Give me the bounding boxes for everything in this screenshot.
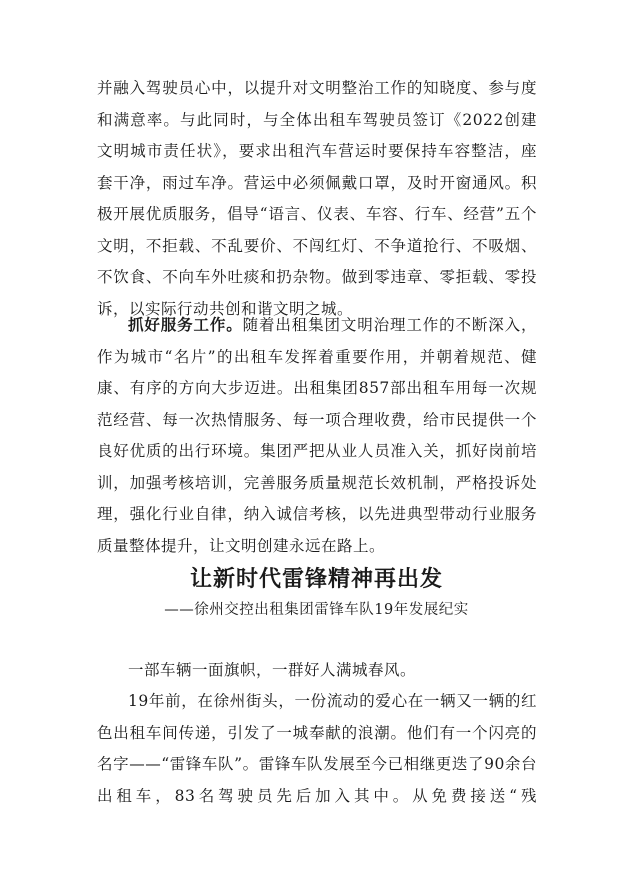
article2-paragraph-2: 19年前，在徐州街头，一份流动的爱心在一辆又一辆的红色出租车间传递，引发了一城奉献的浪潮。他们有一个闪亮的名字——“雷锋车队”。雷锋车队发展至今已相继更迭了90余台出租车，83名驾驶员先后加入其中。从免费接送“残 — [97, 692, 537, 805]
article2-paragraph-1: 一部车辆一面旗帜，一群好人满城春风。 — [128, 661, 417, 679]
article1-paragraph-2 — [97, 310, 537, 562]
paragraph-body: 随着出租集团文明治理工作的不断深入，作为城市“名片”的出租车发挥着重要作用，并朝着规范、健康、有序的方向大步迈进。出租集团857部出租车用每一次规范经营、每一次热情服务、每一项合理收费，给市民提供一个良好优质的出行环境。集团严把从业人员准入关，抓好岗前培训，加强考核培训，完善服务质量规范长效机制，严格投诉处理，强化行业自律，纳入诚信考核，以先进典型带动行业服务质量整体提升，让文明创建永远在路上。 — [97, 316, 537, 555]
article1-paragraph-1: 并融入驾驶员心中，以提升对文明整治工作的知晓度、参与度和满意率。与此同时，与全体出租车驾驶员签订《2022创建文明城市责任状》，要求出租汽车营运时要保持车容整洁，座套干净，雨过车净。营运中必须佩戴口罩，及时开窗通风。积极开展优质服务，倡导“语言、仪表、车容、行车、经营”五个文明，不拒载、不乱要价、不闯红灯、不争道抢行、不吸烟、不饮食、不向车外吐痰和扔杂物。做到零违章、零拒载、零投诉，以实际行动共创和谐文明之城。 — [97, 79, 537, 318]
paragraph-lead-heading: 抓好服务工作。 — [128, 316, 243, 334]
article-title: 让新时代雷锋精神再出发 — [189, 567, 443, 592]
article-subtitle: ——徐州交控出租集团雷锋车队19年发展纪实 — [164, 602, 469, 618]
